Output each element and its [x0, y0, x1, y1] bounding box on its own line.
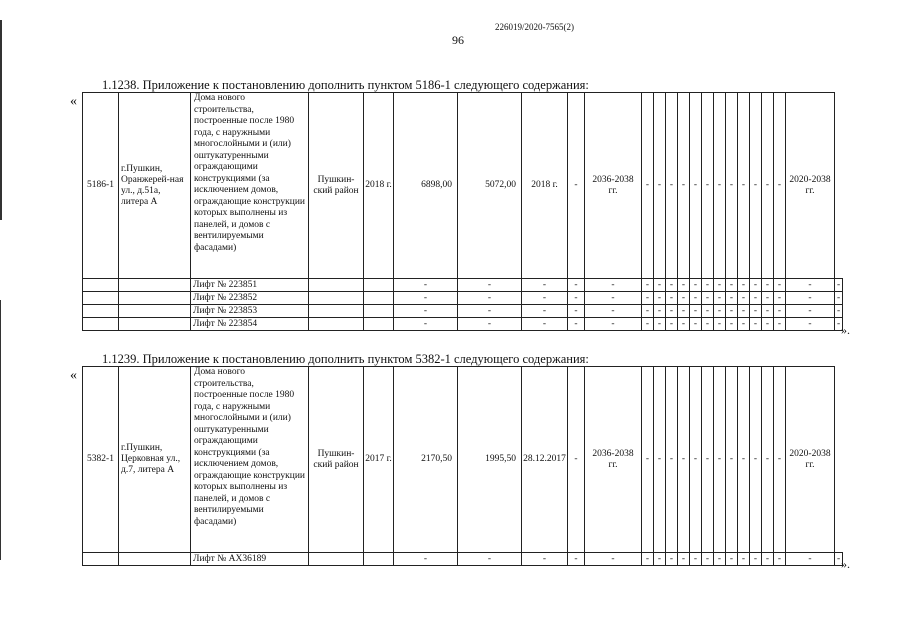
value-cell: - [750, 305, 762, 318]
address-cell: г.Пушкин, Оранжерей-ная ул., д.51а, литера А [119, 93, 191, 279]
section-heading: 1.1238. Приложение к постановлению дополнить пунктом 5186-1 следующего содержания: [102, 78, 589, 92]
value-cell: - [738, 367, 750, 553]
value-cell: - [762, 279, 774, 292]
lift-row [83, 318, 843, 331]
period-cell: 2036-2038 гг. [585, 93, 642, 279]
value-cell: - [678, 553, 690, 566]
value-cell: - [835, 305, 843, 318]
value-cell: - [678, 318, 690, 331]
lift-label: Лифт № 223854 [191, 318, 309, 331]
value-cell: - [568, 292, 585, 305]
value-cell: - [678, 292, 690, 305]
value-cell: - [690, 553, 702, 566]
value-cell: - [394, 305, 458, 318]
value-cell: - [835, 553, 843, 566]
value-cell: - [750, 292, 762, 305]
scan-edge-mark [0, 20, 2, 220]
description-cell: Дома нового строительства, построенные после 1980 года, с наружными многослойными и (или) оштукатуренными ограждающими конструкциями (за исключением домов, ограждающие конструкции которых выполнены из панелей, и домов с вентилируемыми фасадами) [191, 93, 309, 279]
value-cell: - [522, 553, 568, 566]
value-cell: - [458, 553, 522, 566]
value-cell: - [678, 305, 690, 318]
value-cell: - [690, 318, 702, 331]
value-cell: - [642, 93, 654, 279]
value-cell: - [726, 279, 738, 292]
lift-label: Лифт № 223851 [191, 279, 309, 292]
living-area-cell: 5072,00 [458, 93, 522, 279]
schedule-table [82, 92, 843, 331]
value-cell: - [750, 367, 762, 553]
value-cell: - [642, 305, 654, 318]
value-cell: - [774, 553, 786, 566]
value-cell: - [714, 93, 726, 279]
value-cell: - [726, 553, 738, 566]
dash-cell: - [568, 93, 585, 279]
value-cell: - [774, 305, 786, 318]
value-cell: - [458, 292, 522, 305]
document-number: 226019/2020-7565(2) [495, 22, 574, 32]
value-cell: - [522, 318, 568, 331]
dash-cell: - [568, 367, 585, 553]
value-cell: - [642, 367, 654, 553]
value-cell: - [654, 318, 666, 331]
value-cell: - [786, 305, 835, 318]
value-cell: - [458, 318, 522, 331]
value-cell: - [568, 553, 585, 566]
value-cell: - [666, 553, 678, 566]
value-cell: - [690, 367, 702, 553]
value-cell: - [702, 93, 714, 279]
value-cell: - [738, 553, 750, 566]
value-cell: - [738, 318, 750, 331]
value-cell: - [654, 292, 666, 305]
value-cell: - [762, 305, 774, 318]
value-cell: - [690, 305, 702, 318]
value-cell: - [774, 367, 786, 553]
lift-label: Лифт № 223853 [191, 305, 309, 318]
value-cell: - [394, 553, 458, 566]
value-cell: - [738, 279, 750, 292]
lift-row [83, 553, 843, 566]
value-cell: - [585, 318, 642, 331]
value-cell: - [458, 305, 522, 318]
lift-row [83, 279, 843, 292]
value-cell: - [522, 305, 568, 318]
value-cell: - [654, 279, 666, 292]
value-cell: - [690, 93, 702, 279]
value-cell: - [726, 93, 738, 279]
value-cell: - [774, 292, 786, 305]
value-cell: - [738, 292, 750, 305]
value-cell: - [678, 279, 690, 292]
value-cell: - [678, 93, 690, 279]
value-cell: - [762, 318, 774, 331]
total-area-cell: 6898,00 [394, 93, 458, 279]
period-cell: 2020-2038 гг. [786, 367, 835, 553]
value-cell: - [666, 367, 678, 553]
value-cell: - [714, 279, 726, 292]
value-cell: - [726, 318, 738, 331]
year-cell: 2017 г. [364, 367, 394, 553]
value-cell: - [654, 93, 666, 279]
value-cell: - [702, 553, 714, 566]
value-cell: - [774, 279, 786, 292]
value-cell: - [750, 553, 762, 566]
value-cell: - [714, 367, 726, 553]
table-row [83, 93, 843, 279]
value-cell: - [726, 305, 738, 318]
value-cell: - [835, 292, 843, 305]
value-cell: - [750, 93, 762, 279]
value-cell: - [522, 292, 568, 305]
value-cell: - [786, 292, 835, 305]
value-cell: - [714, 305, 726, 318]
value-cell: - [835, 318, 843, 331]
scan-edge-mark [0, 300, 1, 560]
value-cell: - [835, 279, 843, 292]
lift-row [83, 305, 843, 318]
value-cell: - [654, 305, 666, 318]
value-cell: - [394, 292, 458, 305]
value-cell: - [762, 553, 774, 566]
value-cell: - [568, 318, 585, 331]
value-cell: - [702, 318, 714, 331]
value-cell: - [678, 367, 690, 553]
opening-quote: « [70, 368, 77, 383]
value-cell: - [654, 367, 666, 553]
value-cell: - [642, 318, 654, 331]
year-cell: 2018 г. [364, 93, 394, 279]
lift-label: Лифт № АХ36189 [191, 553, 309, 566]
value-cell: - [666, 318, 678, 331]
value-cell: - [726, 292, 738, 305]
district-cell: Пушкин-ский район [309, 367, 364, 553]
value-cell: - [750, 318, 762, 331]
value-cell: - [666, 305, 678, 318]
value-cell: - [702, 305, 714, 318]
closing-quote: ». [841, 323, 850, 337]
value-cell: - [666, 292, 678, 305]
value-cell: - [750, 279, 762, 292]
value-cell: - [394, 279, 458, 292]
period-cell: 2036-2038 гг. [585, 367, 642, 553]
value-cell: - [726, 367, 738, 553]
address-cell: г.Пушкин, Церковная ул., д.7, литера А [119, 367, 191, 553]
page-number: 96 [452, 33, 464, 47]
value-cell: - [702, 367, 714, 553]
value-cell: - [714, 553, 726, 566]
value-cell: - [786, 318, 835, 331]
value-cell: - [666, 279, 678, 292]
section-heading: 1.1239. Приложение к постановлению дополнить пунктом 5382-1 следующего содержания: [102, 352, 589, 366]
period-cell: 2020-2038 гг. [786, 93, 835, 279]
value-cell: - [774, 318, 786, 331]
value-cell: - [690, 279, 702, 292]
value-cell: - [786, 553, 835, 566]
value-cell: - [654, 553, 666, 566]
item-number: 5186-1 [83, 93, 119, 279]
item-number: 5382-1 [83, 367, 119, 553]
value-cell: - [458, 279, 522, 292]
value-cell: - [666, 93, 678, 279]
value-cell: - [762, 93, 774, 279]
total-area-cell: 2170,50 [394, 367, 458, 553]
table-row [83, 367, 843, 553]
district-cell: Пушкин-ский район [309, 93, 364, 279]
value-cell: - [585, 305, 642, 318]
value-cell: - [702, 292, 714, 305]
value-cell: - [738, 93, 750, 279]
value-cell: - [568, 305, 585, 318]
description-cell: Дома нового строительства, построенные после 1980 года, с наружными многослойными и (или) оштукатуренными ограждающими конструкциями (за исключением домов, ограждающие конструкции которых выполнены из панелей, и домов с вентилируемыми фасадами) [191, 367, 309, 553]
opening-quote: « [70, 94, 77, 109]
value-cell: - [714, 292, 726, 305]
lift-row [83, 292, 843, 305]
value-cell: - [642, 279, 654, 292]
date-cell: 2018 г. [522, 93, 568, 279]
lift-label: Лифт № 223852 [191, 292, 309, 305]
value-cell: - [585, 279, 642, 292]
value-cell: - [522, 279, 568, 292]
date-cell: 28.12.2017 [522, 367, 568, 553]
value-cell: - [762, 367, 774, 553]
value-cell: - [714, 318, 726, 331]
value-cell: - [568, 279, 585, 292]
living-area-cell: 1995,50 [458, 367, 522, 553]
value-cell: - [585, 553, 642, 566]
value-cell: - [394, 318, 458, 331]
value-cell: - [642, 553, 654, 566]
value-cell: - [774, 93, 786, 279]
closing-quote: ». [841, 557, 850, 571]
value-cell: - [786, 279, 835, 292]
value-cell: - [690, 292, 702, 305]
value-cell: - [762, 292, 774, 305]
schedule-table [82, 366, 843, 566]
value-cell: - [702, 279, 714, 292]
value-cell: - [585, 292, 642, 305]
value-cell: - [738, 305, 750, 318]
value-cell: - [642, 292, 654, 305]
